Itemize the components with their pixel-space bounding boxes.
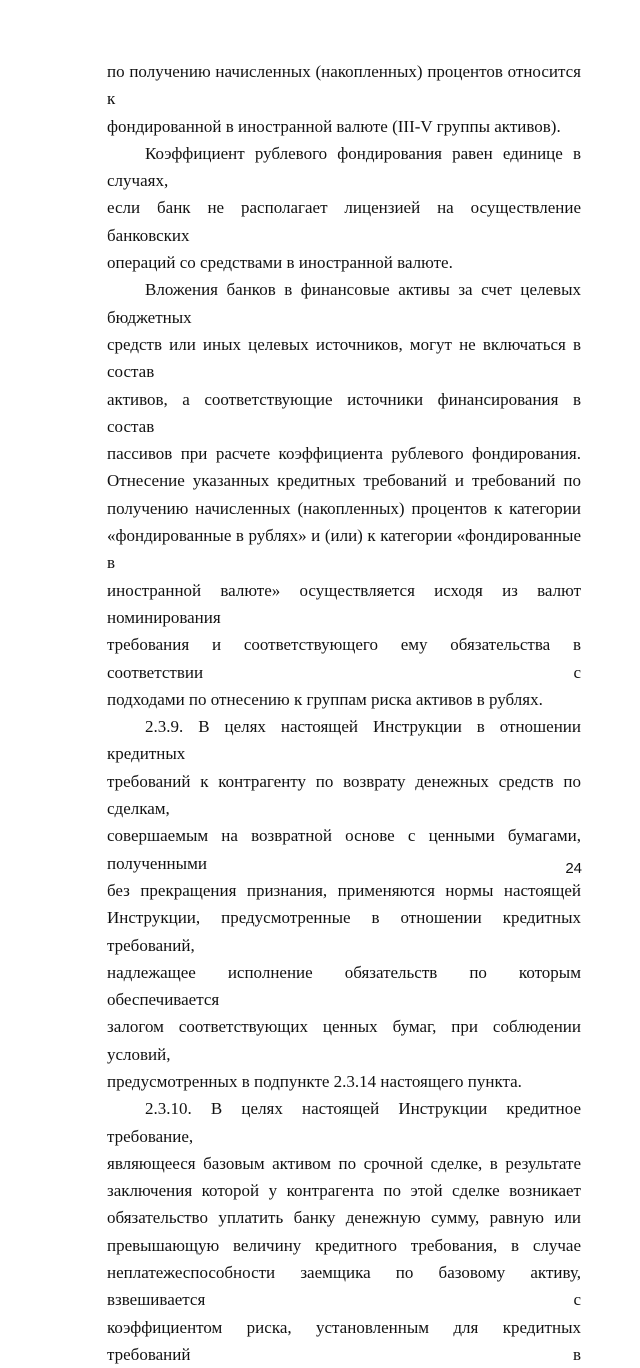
text-line: надлежащее исполнение обязательств по которым обеспечивается bbox=[107, 962, 581, 1010]
paragraph-p4 bbox=[107, 713, 581, 1095]
page-number: 24 bbox=[565, 860, 582, 877]
text-line: если банк не располагает лицензией на осуществление банковских bbox=[107, 198, 581, 245]
text-line: 2.3.10. В целях настоящей Инструкции кредитное требование, bbox=[107, 1099, 581, 1146]
text-line: 2.3.9. В целях настоящей Инструкции в отношении кредитных bbox=[107, 717, 581, 764]
text-line: Инструкции, предусмотренные в отношении кредитных требований, bbox=[107, 908, 581, 955]
paragraph-p3 bbox=[107, 276, 581, 713]
document-body bbox=[107, 58, 581, 1368]
text-line: по получению начисленных (накопленных) процентов относится к bbox=[107, 62, 581, 109]
text-line: подходами по отнесению к группам риска активов в рублях. bbox=[107, 689, 543, 709]
text-line: пассивов при расчете коэффициента рублевого фондирования. bbox=[107, 444, 581, 464]
text-line: Отнесение указанных кредитных требований и требований по bbox=[107, 471, 581, 491]
text-line: без прекращения признания, применяются нормы настоящей bbox=[107, 880, 581, 900]
text-line: операций со средствами в иностранной валюте. bbox=[107, 253, 453, 273]
text-line: совершаемым на возвратной основе с ценными бумагами, полученными bbox=[107, 826, 581, 873]
text-line: обязательство уплатить банку денежную сумму, равную или bbox=[107, 1208, 581, 1228]
text-line: активов, а соответствующие источники финансирования в состав bbox=[107, 389, 581, 436]
paragraph-p2 bbox=[107, 140, 581, 276]
text-line: фондированной в иностранной валюте (III-V группы активов). bbox=[107, 116, 561, 136]
paragraph-p1 bbox=[107, 58, 581, 140]
text-line: залогом соответствующих ценных бумаг, при соблюдении условий, bbox=[107, 1017, 581, 1064]
text-line: заключения которой у контрагента по этой сделке возникает bbox=[107, 1181, 581, 1201]
text-line: требований к контрагенту по возврату денежных средств по сделкам, bbox=[107, 771, 581, 819]
text-line: неплатежеспособности заемщика по базовому активу, взвешивается с bbox=[107, 1263, 581, 1310]
text-line: Вложения банков в финансовые активы за счет целевых бюджетных bbox=[107, 280, 581, 327]
text-line: Коэффициент рублевого фондирования равен единице в случаях, bbox=[107, 143, 581, 191]
text-line: требования и соответствующего ему обязательства в соответствии с bbox=[107, 635, 581, 682]
paragraph-p5 bbox=[107, 1095, 581, 1368]
text-line: являющееся базовым активом по срочной сделке, в результате bbox=[107, 1153, 581, 1173]
text-line: иностранной валюте» осуществляется исходя из валют номинирования bbox=[107, 580, 581, 627]
text-line: коэффициентом риска, установленным для кредитных требований в bbox=[107, 1317, 581, 1364]
text-line: получению начисленных (накопленных) процентов к категории bbox=[107, 498, 581, 518]
text-line: средств или иных целевых источников, могут не включаться в состав bbox=[107, 334, 581, 382]
text-line: превышающую величину кредитного требования, в случае bbox=[107, 1235, 581, 1255]
text-line: предусмотренных в подпункте 2.3.14 настоящего пункта. bbox=[107, 1071, 522, 1091]
text-line: «фондированные в рублях» и (или) к категории «фондированные в bbox=[107, 526, 581, 573]
